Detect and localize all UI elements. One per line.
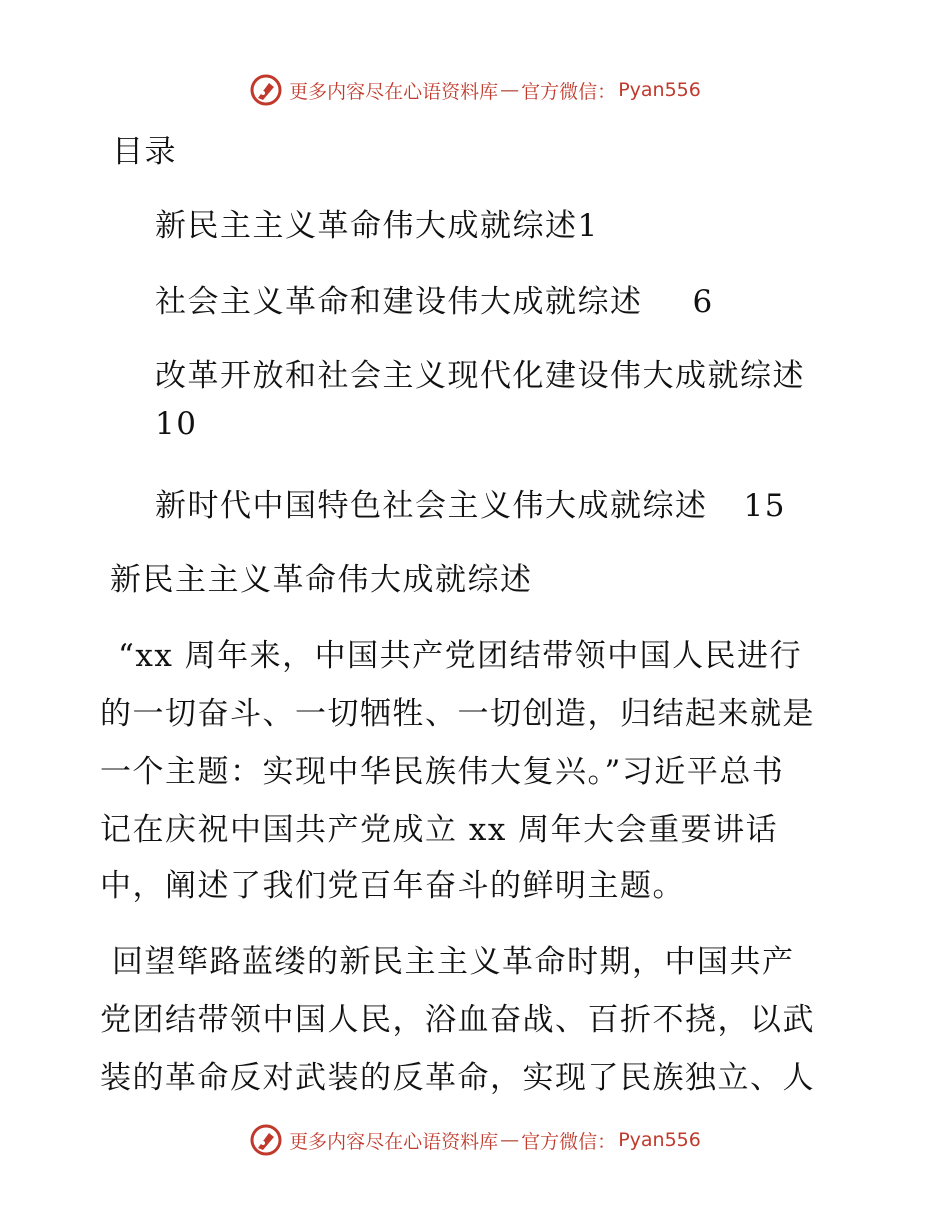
toc-item[interactable] (155, 276, 714, 321)
toc-item-page-wrapped[interactable] (155, 406, 197, 442)
watermark-dash: — (500, 79, 520, 101)
toc-item-title: 新民主主义革命伟大成就综述 (155, 208, 578, 244)
paragraph-line: 党团结带领中国人民，浴血奋战、百折不挠，以武 (100, 1002, 815, 1038)
paragraph-line: 回望筚路蓝缕的新民主主义革命时期，中国共产 (112, 944, 795, 980)
header-watermark (0, 70, 950, 110)
toc-item-title: 改革开放和社会主义现代化建设伟大成就综述 (155, 358, 805, 394)
watermark-wechat-id: Pyan556 (618, 79, 701, 101)
paragraph-line: “xx 周年来，中国共产党团结带领中国人民进行 (118, 638, 803, 674)
toc-item[interactable] (155, 480, 786, 525)
pen-nib-circle-icon (249, 73, 283, 107)
paragraph-line: 记在庆祝中国共产党成立 xx 周年大会重要讲话 (100, 812, 779, 848)
toc-item[interactable] (155, 200, 599, 245)
toc-title: 目录 (112, 134, 177, 170)
toc-item-title: 社会主义革命和建设伟大成就综述 (155, 284, 643, 320)
toc-item-page: 1 (577, 208, 599, 244)
watermark-wechat-label: 官方微信： (521, 80, 617, 103)
toc-item-title: 新时代中国特色社会主义伟大成就综述 (155, 488, 708, 524)
paragraph-line: 的一切奋斗、一切牺牲、一切创造，归结起来就是 (100, 696, 815, 732)
watermark-text: 更多内容尽在心语资料库 (289, 80, 499, 103)
paragraph-line: 装的革命反对武装的反革命，实现了民族独立、人 (100, 1060, 815, 1096)
watermark-dash: — (500, 1129, 520, 1151)
watermark-text: 更多内容尽在心语资料库 (289, 1130, 499, 1153)
pen-nib-circle-icon (249, 1123, 283, 1157)
section-title: 新民主主义革命伟大成就综述 (110, 562, 533, 598)
paragraph-line: 中，阐述了我们党百年奋斗的鲜明主题。 (100, 868, 685, 904)
paragraph-line: 一个主题：实现中华民族伟大复兴。”习近平总书 (100, 754, 785, 790)
toc-item-page: 10 (155, 406, 198, 442)
toc-item-page: 15 (743, 488, 786, 524)
watermark-wechat-id: Pyan556 (618, 1129, 701, 1151)
watermark-wechat-label: 官方微信： (521, 1130, 617, 1153)
toc-item[interactable] (155, 350, 805, 395)
toc-item-page: 6 (692, 284, 714, 320)
footer-watermark (0, 1120, 950, 1160)
